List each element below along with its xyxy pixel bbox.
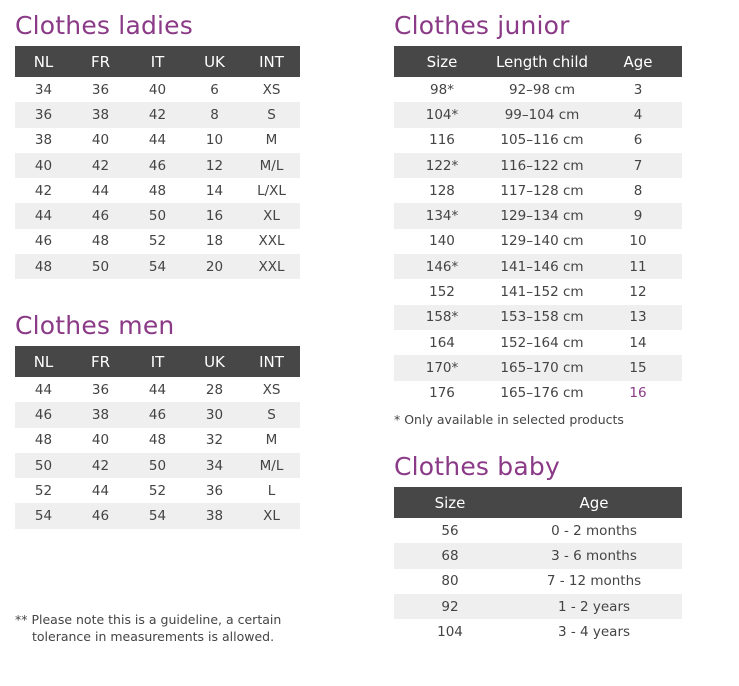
ladies-table-cell: 36: [15, 102, 72, 127]
junior-title: Clothes junior: [394, 11, 570, 40]
junior-table-cell: 10: [629, 233, 647, 250]
junior-table-cell: 3: [633, 81, 643, 98]
ladies-table-row: [15, 203, 300, 228]
guideline-note-line1: ** Please note this is a guideline, a certain: [15, 612, 282, 627]
men-header-cell: FR: [72, 346, 129, 377]
ladies-table-cell: 14: [205, 182, 224, 199]
ladies-table-cell: 42: [129, 102, 186, 127]
ladies-table-cell: 48: [148, 182, 167, 199]
ladies-table-row: [15, 178, 300, 203]
men-table-row: [15, 402, 300, 427]
junior-table-row: [394, 330, 682, 355]
baby-table-row: [394, 594, 682, 619]
baby-table-cell: 80: [441, 573, 459, 590]
men-table-cell: 36: [91, 381, 110, 398]
junior-header-cell: Size: [394, 46, 490, 77]
baby-header-cell: Size: [394, 487, 506, 518]
baby-table-row: [394, 569, 682, 594]
junior-table-cell: 8: [633, 182, 643, 199]
ladies-size-table: [15, 46, 300, 279]
junior-table-cell: 152: [429, 284, 455, 301]
men-table-cell: S: [243, 402, 300, 427]
men-table-row: [15, 377, 300, 402]
ladies-table-cell: XS: [262, 81, 281, 98]
junior-table-row: [394, 203, 682, 228]
junior-table-row: [394, 153, 682, 178]
men-table-cell: 50: [15, 453, 72, 478]
ladies-table-cell: XXL: [258, 233, 285, 250]
men-table-cell: 44: [34, 381, 53, 398]
ladies-table-cell: 36: [91, 81, 110, 98]
ladies-table-cell: M/L: [243, 153, 300, 178]
men-title: Clothes men: [15, 311, 175, 340]
men-table-cell: M: [265, 432, 278, 449]
ladies-table-cell: 38: [72, 102, 129, 127]
baby-table-cell: 68: [394, 543, 506, 568]
junior-table-cell: 134*: [394, 203, 490, 228]
junior-table-cell: 128: [429, 182, 455, 199]
baby-table-cell: 0 - 2 months: [551, 522, 637, 539]
men-table-row: [15, 453, 300, 478]
junior-table-cell: 99–104 cm: [490, 102, 594, 127]
men-table-cell: 34: [186, 453, 243, 478]
men-table-cell: 52: [34, 482, 53, 499]
junior-table-cell: 14: [629, 334, 647, 351]
ladies-table-row: [15, 102, 300, 127]
ladies-table-row: [15, 254, 300, 279]
ladies-table-cell: 48: [15, 254, 72, 279]
baby-table-cell: 7 - 12 months: [546, 573, 642, 590]
men-header-row: [15, 346, 300, 377]
ladies-table-row: [15, 229, 300, 254]
junior-table-cell: 116: [429, 132, 455, 149]
men-table-cell: 48: [34, 432, 53, 449]
men-table-cell: 42: [72, 453, 129, 478]
ladies-table-cell: 54: [129, 254, 186, 279]
ladies-title: Clothes ladies: [15, 11, 193, 40]
junior-table-cell: 164: [429, 334, 455, 351]
junior-table-cell: 117–128 cm: [500, 182, 584, 199]
ladies-header-row: [15, 46, 300, 77]
ladies-table-cell: 40: [91, 132, 110, 149]
men-table-cell: L: [267, 482, 276, 499]
baby-table-cell: 3 - 4 years: [557, 623, 631, 640]
junior-table-row: [394, 77, 682, 102]
junior-table-row: [394, 355, 682, 380]
junior-table-cell: 13: [594, 305, 682, 330]
men-table-cell: 44: [91, 482, 110, 499]
junior-table-row: [394, 102, 682, 127]
ladies-table-cell: M: [265, 132, 278, 149]
men-table-cell: 28: [205, 381, 224, 398]
junior-table-cell: 141–146 cm: [490, 254, 594, 279]
ladies-table-cell: 6: [210, 81, 219, 98]
junior-table-cell: 11: [594, 254, 682, 279]
junior-table-cell: 6: [633, 132, 643, 149]
junior-table-row: [394, 128, 682, 153]
junior-table-cell: 153–158 cm: [490, 305, 594, 330]
men-table-cell: 54: [15, 503, 72, 528]
ladies-table-cell: 34: [34, 81, 53, 98]
ladies-header-cell: NL: [15, 46, 72, 77]
baby-table-cell: 92: [394, 594, 506, 619]
junior-table-cell: 129–140 cm: [500, 233, 584, 250]
ladies-table-cell: 46: [129, 153, 186, 178]
ladies-table-cell: 50: [72, 254, 129, 279]
baby-table-row: [394, 543, 682, 568]
ladies-table-cell: 44: [91, 182, 110, 199]
junior-table-row: [394, 381, 682, 406]
ladies-table-cell: 42: [72, 153, 129, 178]
men-table-cell: 46: [129, 402, 186, 427]
junior-table-cell: 176: [429, 385, 455, 402]
ladies-table-cell: 20: [186, 254, 243, 279]
men-table-cell: 30: [186, 402, 243, 427]
junior-table-cell: 15: [594, 355, 682, 380]
junior-header-cell: Length child: [490, 46, 594, 77]
ladies-table-cell: 42: [34, 182, 53, 199]
baby-table-row: [394, 518, 682, 543]
men-table-cell: XS: [262, 381, 281, 398]
baby-table-cell: 104: [437, 623, 463, 640]
ladies-header-cell: FR: [72, 46, 129, 77]
ladies-table-cell: 10: [205, 132, 224, 149]
junior-table-cell: 116–122 cm: [490, 153, 594, 178]
ladies-table-cell: XL: [243, 203, 300, 228]
junior-table-cell: 165–176 cm: [500, 385, 584, 402]
ladies-table-cell: 18: [205, 233, 224, 250]
baby-table-cell: 3 - 6 months: [506, 543, 682, 568]
junior-table-cell: 105–116 cm: [500, 132, 584, 149]
men-table-cell: 32: [205, 432, 224, 449]
baby-header-cell: Age: [506, 487, 682, 518]
junior-size-table: [394, 46, 682, 406]
junior-section: [394, 13, 682, 406]
men-table-cell: XL: [243, 503, 300, 528]
men-table-cell: 54: [129, 503, 186, 528]
ladies-table-cell: 48: [91, 233, 110, 250]
ladies-table-cell: 12: [186, 153, 243, 178]
junior-table-cell: 170*: [394, 355, 490, 380]
men-header-cell: UK: [186, 346, 243, 377]
men-table-row: [15, 478, 300, 503]
men-table-cell: 40: [91, 432, 110, 449]
ladies-table-row: [15, 77, 300, 102]
ladies-header-cell: INT: [243, 46, 300, 77]
junior-table-cell: 140: [429, 233, 455, 250]
men-table-cell: 46: [72, 503, 129, 528]
ladies-table-row: [15, 128, 300, 153]
men-table-cell: 38: [72, 402, 129, 427]
junior-table-cell: 7: [594, 153, 682, 178]
ladies-table-cell: 44: [15, 203, 72, 228]
junior-header-row: [394, 46, 682, 77]
junior-table-cell: 98*: [430, 81, 454, 98]
junior-table-row: [394, 305, 682, 330]
men-table-cell: 36: [205, 482, 224, 499]
junior-table-row: [394, 229, 682, 254]
junior-table-cell: 165–170 cm: [490, 355, 594, 380]
baby-section: [394, 454, 682, 644]
men-section: [15, 313, 300, 529]
men-table-cell: 38: [186, 503, 243, 528]
ladies-table-cell: 38: [34, 132, 53, 149]
junior-table-cell: 4: [594, 102, 682, 127]
ladies-table-cell: L/XL: [257, 182, 286, 199]
junior-table-cell: 9: [594, 203, 682, 228]
ladies-table-cell: 40: [15, 153, 72, 178]
men-header-cell: NL: [15, 346, 72, 377]
men-table-cell: 48: [148, 432, 167, 449]
ladies-table-row: [15, 153, 300, 178]
men-table-cell: 52: [148, 482, 167, 499]
men-size-table: [15, 346, 300, 529]
junior-table-cell: 152–164 cm: [500, 334, 584, 351]
men-table-row: [15, 503, 300, 528]
men-table-row: [15, 428, 300, 453]
men-table-cell: M/L: [243, 453, 300, 478]
junior-table-cell: 12: [629, 284, 647, 301]
junior-table-row: [394, 178, 682, 203]
junior-table-cell: 158*: [394, 305, 490, 330]
ladies-table-cell: 52: [148, 233, 167, 250]
ladies-table-cell: 8: [186, 102, 243, 127]
baby-table-row: [394, 619, 682, 644]
ladies-section: [15, 13, 300, 279]
ladies-table-cell: 44: [148, 132, 167, 149]
junior-table-cell: 129–134 cm: [490, 203, 594, 228]
ladies-table-cell: 50: [129, 203, 186, 228]
junior-table-cell: 104*: [394, 102, 490, 127]
ladies-table-cell: 46: [72, 203, 129, 228]
ladies-header-cell: IT: [129, 46, 186, 77]
junior-footnote: * Only available in selected products: [394, 412, 624, 427]
guideline-note: [15, 612, 281, 646]
men-table-cell: 44: [148, 381, 167, 398]
ladies-table-cell: S: [243, 102, 300, 127]
junior-header-cell: Age: [594, 46, 682, 77]
baby-table-cell: 56: [441, 522, 459, 539]
ladies-table-cell: 40: [148, 81, 167, 98]
baby-table-cell: 1 - 2 years: [506, 594, 682, 619]
ladies-header-cell: UK: [186, 46, 243, 77]
men-header-cell: INT: [243, 346, 300, 377]
men-table-cell: 46: [15, 402, 72, 427]
junior-table-cell: 122*: [394, 153, 490, 178]
junior-table-row: [394, 279, 682, 304]
junior-table-cell: 146*: [394, 254, 490, 279]
men-header-cell: IT: [129, 346, 186, 377]
baby-title: Clothes baby: [394, 452, 560, 481]
ladies-table-cell: 46: [34, 233, 53, 250]
baby-header-row: [394, 487, 682, 518]
junior-table-cell: 141–152 cm: [500, 284, 584, 301]
junior-table-cell: 92–98 cm: [509, 81, 575, 98]
guideline-note-line2: tolerance in measurements is allowed.: [32, 628, 275, 644]
junior-table-row: [394, 254, 682, 279]
ladies-table-cell: 16: [186, 203, 243, 228]
ladies-table-cell: XXL: [243, 254, 300, 279]
junior-table-cell: 16: [629, 385, 647, 402]
baby-size-table: [394, 487, 682, 644]
men-table-cell: 50: [129, 453, 186, 478]
